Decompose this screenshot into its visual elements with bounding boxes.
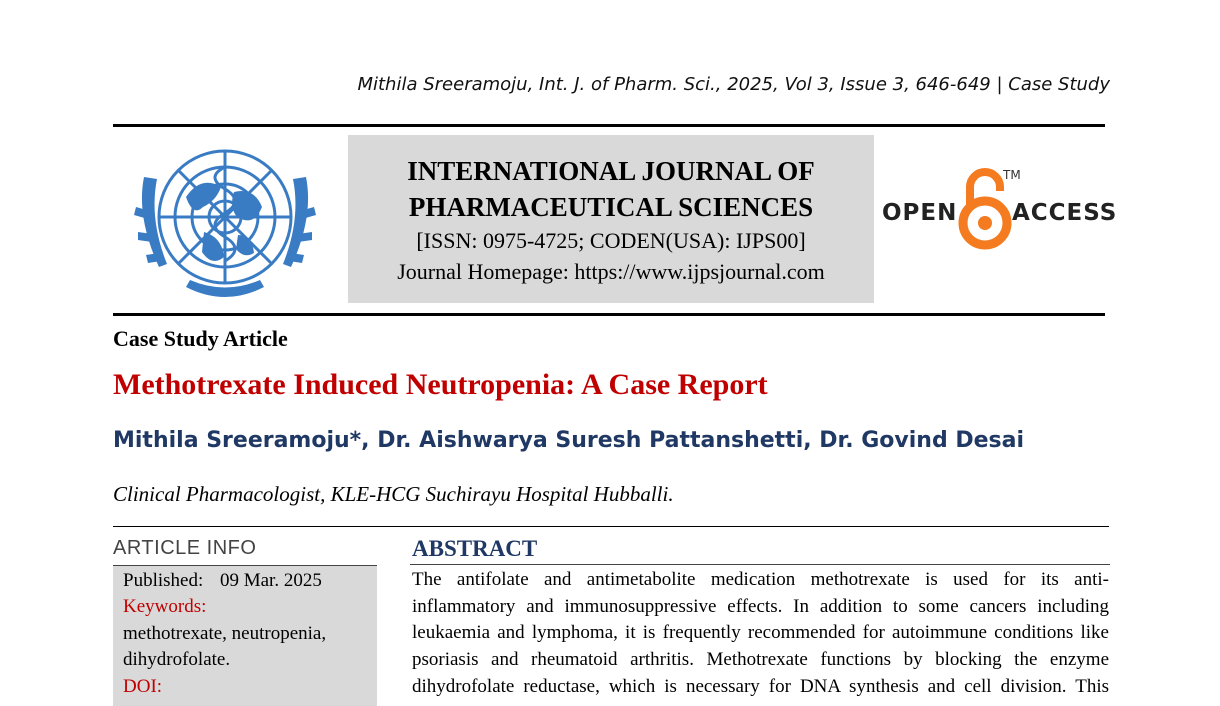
open-access-logo — [880, 165, 1118, 255]
open-access-left-text: OPEN — [882, 200, 958, 226]
open-access-right-text: ACCESS — [1012, 200, 1118, 226]
header-bottom-rule — [113, 313, 1105, 316]
abstract-line: inflammatory and immunosuppressive effects. In addition to some cancers including — [412, 595, 1109, 617]
abstract-line: The antifolate and antimetabolite medication methotrexate is used for its anti- — [412, 569, 1109, 590]
article-info-box — [113, 566, 377, 706]
section-divider — [113, 526, 1109, 527]
journal-issn: [ISSN: 0975-4725; CODEN(USA): IJPS00] — [416, 228, 806, 253]
abstract-heading: ABSTRACT — [412, 536, 538, 561]
published-row — [123, 570, 322, 592]
doi-label: DOI: — [123, 676, 163, 697]
published-label: Published: — [123, 570, 204, 591]
article-type: Case Study Article — [113, 326, 288, 351]
author-affiliation: Clinical Pharmacologist, KLE-HCG Suchirayu Hospital Hubballi. — [113, 482, 674, 506]
journal-emblem-icon — [126, 137, 324, 307]
keywords-label: Keywords: — [123, 596, 207, 617]
keywords-line-1: methotrexate, neutropenia, — [123, 623, 327, 644]
journal-homepage: Journal Homepage: https://www.ijpsjournal.com — [397, 259, 825, 284]
trademark-mark: TM — [1003, 168, 1021, 182]
keywords-line-2: dihydrofolate. — [123, 649, 231, 670]
author-list: Mithila Sreeramoju*, Dr. Aishwarya Suresh Pattanshetti, Dr. Govind Desai — [113, 428, 1025, 453]
abstract-line: dihydrofolate reductase, which is necessary for DNA synthesis and cell division. This — [412, 675, 1109, 697]
abstract-line: psoriasis and rheumatoid arthritis. Methotrexate functions by blocking the enzyme — [412, 649, 1109, 671]
header-top-rule — [113, 124, 1105, 127]
journal-masthead — [348, 135, 874, 303]
published-date: 09 Mar. 2025 — [219, 570, 322, 591]
abstract-body — [412, 567, 1109, 701]
running-head: Mithila Sreeramoju, Int. J. of Pharm. Sci., 2025, Vol 3, Issue 3, 646-649 | Case Study — [357, 74, 1110, 95]
abstract-line: leukaemia and lymphoma, it is frequently recommended for autoimmune conditions like — [412, 622, 1109, 644]
article-info-heading: ARTICLE INFO — [113, 537, 257, 559]
journal-name-line-2: PHARMACEUTICAL SCIENCES — [408, 192, 814, 222]
journal-name-line-1: INTERNATIONAL JOURNAL OF — [407, 156, 815, 186]
article-title: Methotrexate Induced Neutropenia: A Case Report — [113, 368, 768, 401]
abstract-rule — [410, 564, 1110, 565]
